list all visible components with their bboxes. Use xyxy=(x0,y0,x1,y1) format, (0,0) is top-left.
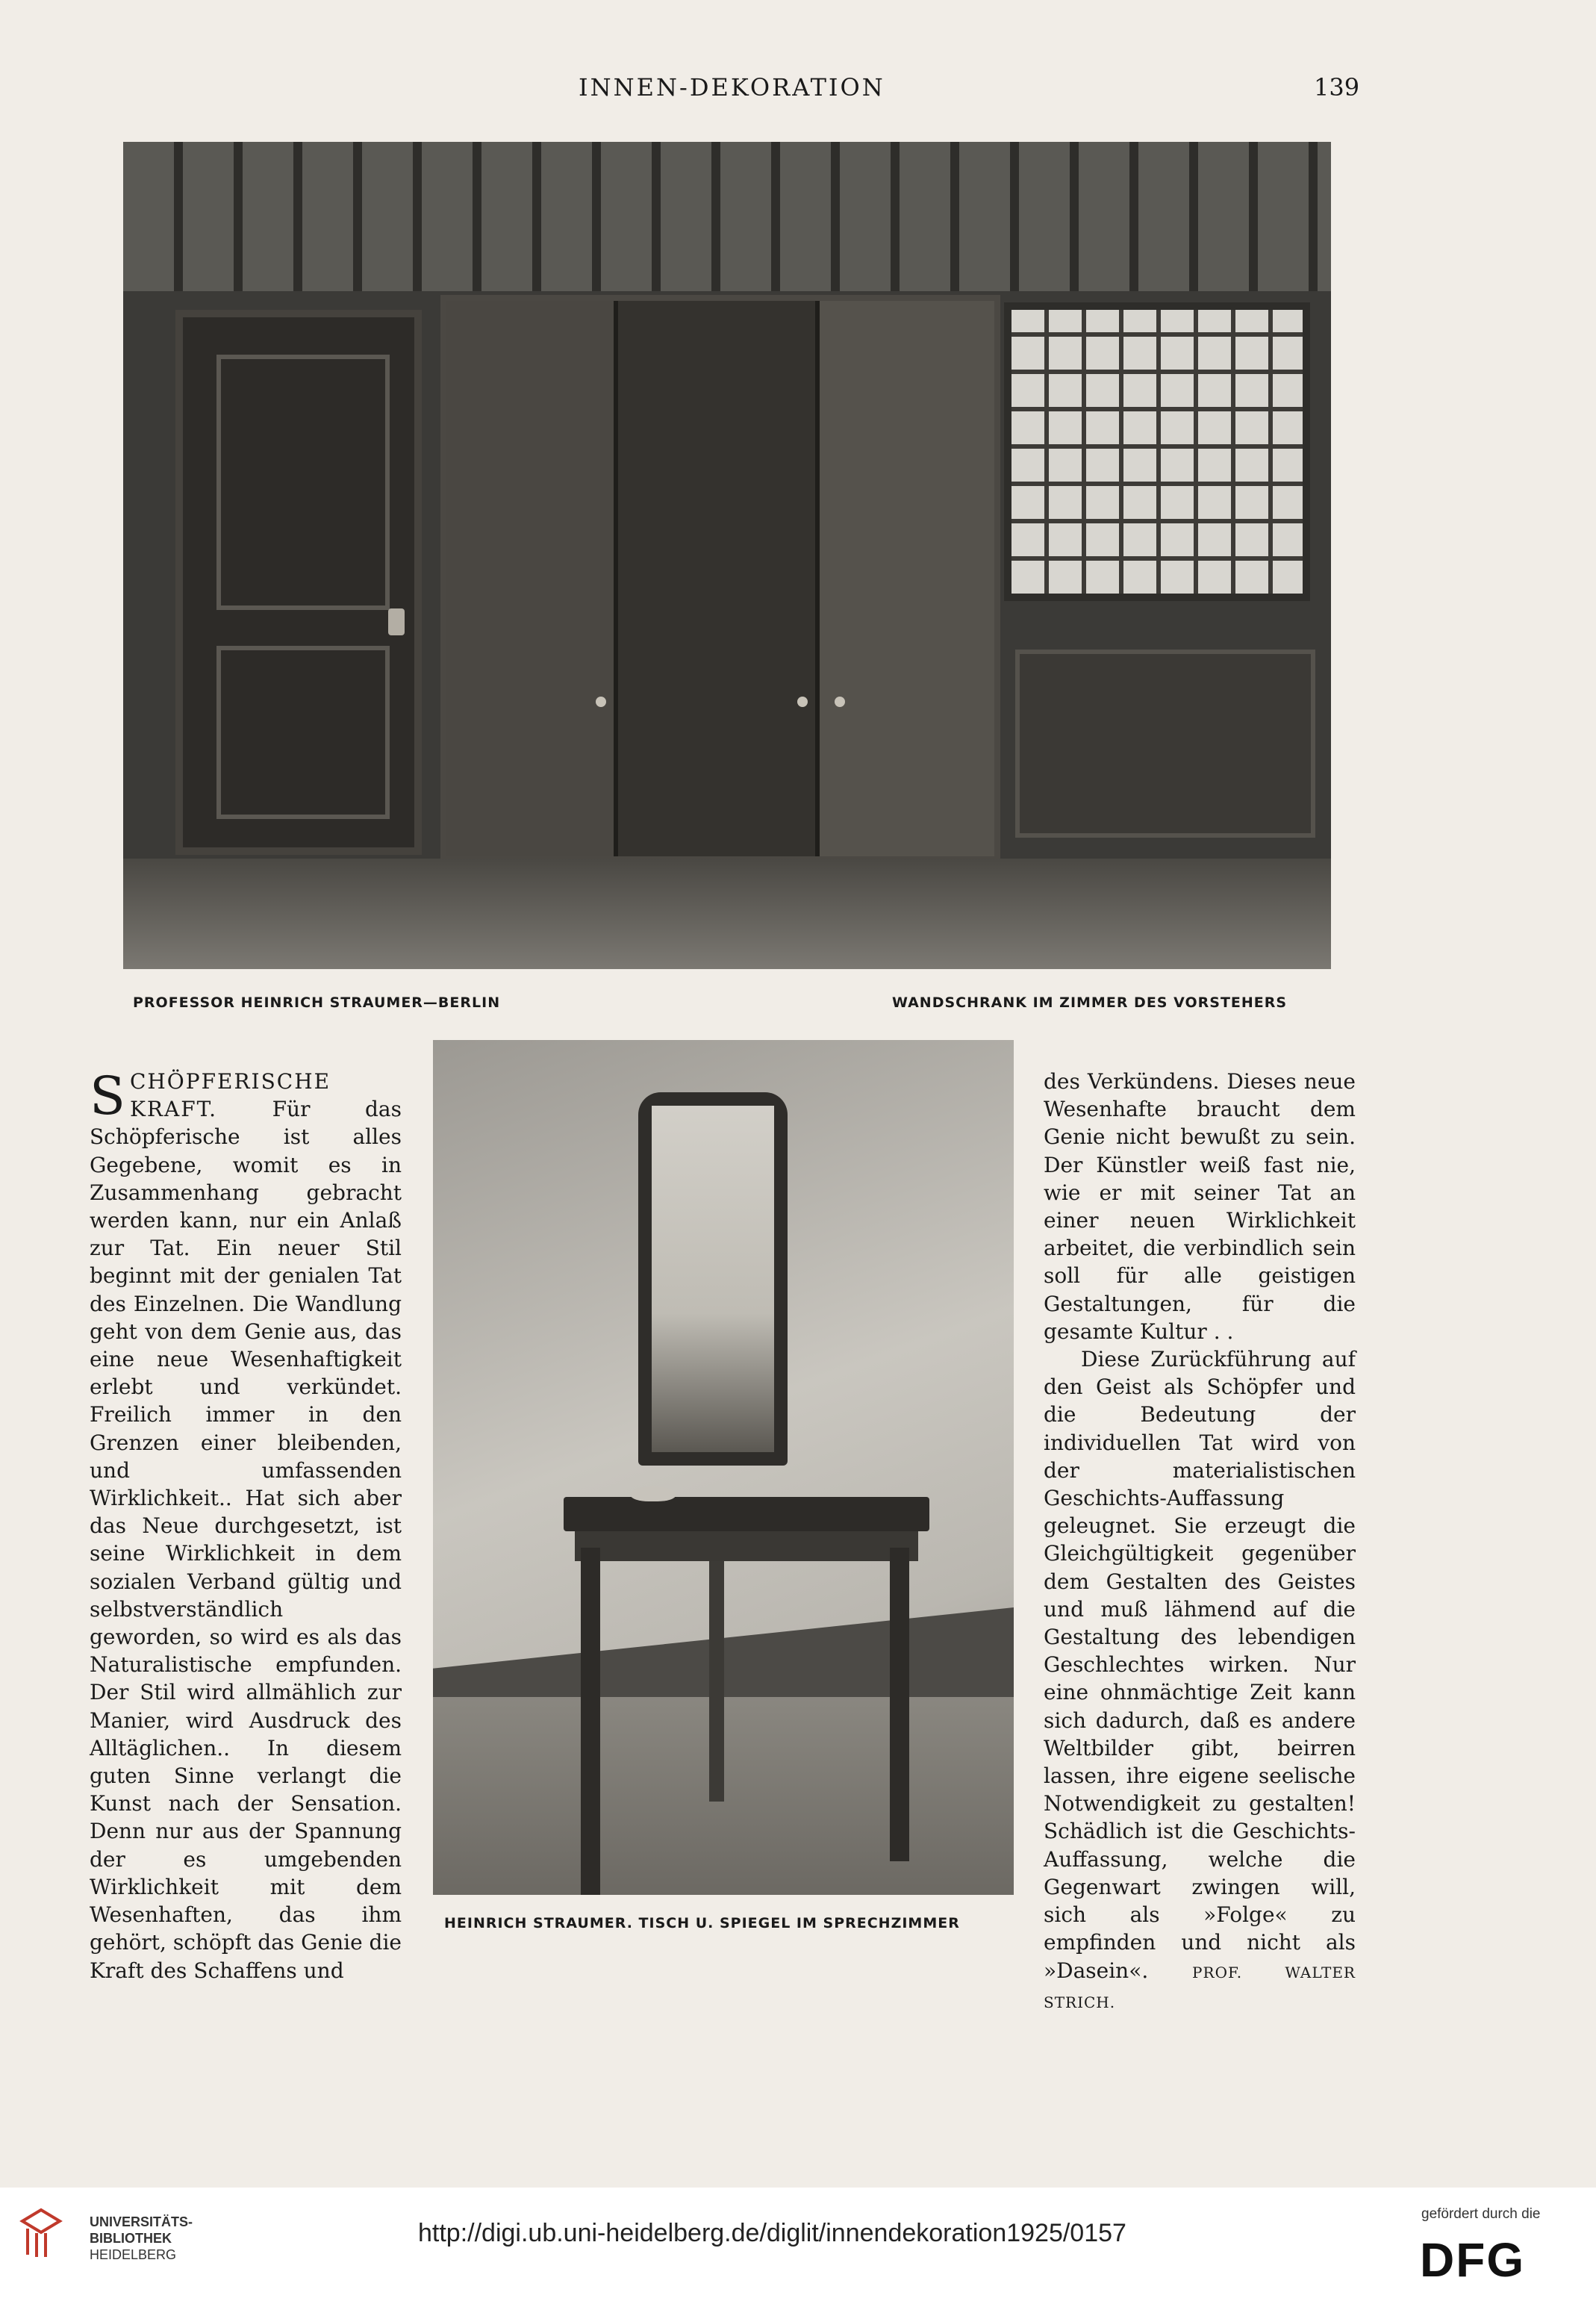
article-opening-paragraph xyxy=(90,1065,402,1984)
author-signature: PROF. WALTER STRICH. xyxy=(1044,1963,1356,2011)
door-panel-bottom xyxy=(216,646,390,819)
wardrobe-leaf xyxy=(618,301,820,856)
running-title: INNEN-DEKORATION xyxy=(579,73,885,102)
door-panel-top xyxy=(216,355,390,610)
photo-window xyxy=(1004,302,1310,601)
photo-wardrobe xyxy=(123,142,1331,969)
window-grid xyxy=(1011,310,1303,594)
article-column-right xyxy=(1044,1068,1356,2017)
article-right-paragraph-1: des Verkündens. Dieses neue Wesenhafte braucht dem Genie nicht bewußt zu sein. Der Künstler weiß fast nie, wie er mit seiner Tat an einer neuen Wirklichkeit arbeitet, die verbindlich sein soll für alle geistigen Gestaltungen, für die gesamte Kultur . . xyxy=(1044,1069,1356,1344)
table-leg xyxy=(581,1548,600,1895)
wardrobe-handle xyxy=(596,697,606,707)
photo-mirror xyxy=(638,1092,788,1466)
library-logo-icon[interactable] xyxy=(19,2206,63,2258)
photo-wardrobe-cabinet xyxy=(440,295,1000,862)
caption-table-mirror: HEINRICH STRAUMER. TISCH U. SPIEGEL IM SPRECHZIMMER xyxy=(444,1915,960,1931)
page-number: 139 xyxy=(1314,73,1360,102)
library-name-line: HEIDELBERG xyxy=(90,2247,177,2262)
door-knob xyxy=(388,608,405,635)
photo-table-mirror xyxy=(433,1040,1014,1895)
funded-by-label: gefördert durch die xyxy=(1421,2206,1541,2222)
wardrobe-leaf xyxy=(820,301,994,856)
table-leg xyxy=(890,1548,909,1861)
library-name-line: UNIVERSITÄTS- xyxy=(90,2214,193,2229)
table-bowl xyxy=(631,1486,676,1501)
caption-wardrobe: WANDSCHRANK IM ZIMMER DES VORSTEHERS xyxy=(892,994,1288,1011)
photo-floor xyxy=(123,859,1331,969)
article-column-left xyxy=(90,1065,402,1984)
wardrobe-handle xyxy=(835,697,845,707)
permalink-url[interactable]: http://digi.ub.uni-heidelberg.de/diglit/innendekoration1925/0157 xyxy=(418,2219,1126,2247)
article-right-paragraph-2 xyxy=(1044,1345,1356,2017)
wall-paneling xyxy=(123,142,1331,291)
photo-wainscot-panel xyxy=(1015,650,1315,838)
viewer-footer xyxy=(0,2188,1596,2304)
wardrobe-leaf xyxy=(446,301,618,856)
table-leg xyxy=(709,1548,724,1802)
article-lead-words: CHÖPFERISCHE KRAFT. xyxy=(129,1069,331,1122)
table-top xyxy=(564,1497,929,1531)
caption-architect: PROFESSOR HEINRICH STRAUMER—BERLIN xyxy=(133,994,501,1011)
article-right-text: Diese Zurückführung auf den Geist als Schöpfer und die Bedeutung der individuellen Tat wird von der materialistischen Geschichts-Auffassung geleugnet. Sie erzeugt die Gleichgültigkeit gegenüber dem Gestalten des Geistes und muß lähmend auf die Gestaltung des lebendigen Geschlechtes wirken. Nur eine ohnmächtige Zeit kann sich dadurch, daß es andere Weltbilder gibt, beirren lassen, ihre eigene seelische Notwendigkeit zu gestalten! Schädlich ist die Geschichts-Auffassung, welche die Gegenwart zwingen will, sich als »Folge« zu empfinden und nicht als »Dasein«. xyxy=(1044,1347,1356,1983)
library-name-line: BIBLIOTHEK xyxy=(90,2231,172,2246)
top-figure-captions xyxy=(0,994,1596,1024)
photo-door xyxy=(175,310,422,855)
library-name[interactable] xyxy=(90,2214,193,2263)
wardrobe-handle xyxy=(797,697,808,707)
running-head xyxy=(0,73,1596,110)
drop-cap: S xyxy=(90,1065,125,1127)
dfg-logo[interactable]: DFG xyxy=(1420,2233,1526,2287)
mirror-glass xyxy=(652,1106,774,1452)
table-apron xyxy=(575,1531,918,1561)
article-left-text: Für das Schöpferische ist alles Gegebene, womit es in Zusammenhang gebracht werden kann, nur ein Anlaß zur Tat. Ein neuer Stil beginnt mit der genialen Tat des Einzelnen. Die Wandlung geht von dem Genie aus, das eine neue Wesenhaftigkeit erlebt und verkündet. Freilich immer in den Grenzen einer bleibenden, und umfassenden Wirklichkeit.. Hat sich aber das Neue durchgesetzt, ist seine Wirklichkeit in dem sozialen Verband gültig und selbstverständlich geworden, so wird es als das Naturalistische empfunden. Der Stil wird allmählich zur Manier, wird Ausdruck des Alltäglichen.. In diesem guten Sinne verlangt die Kunst nach der Sensation. Denn nur aus der Spannung der es umgebenden Wirklichkeit mit dem Wesenhaften, das ihm gehört, schöpft das Genie die Kraft des Schaffens und xyxy=(90,1097,402,1983)
